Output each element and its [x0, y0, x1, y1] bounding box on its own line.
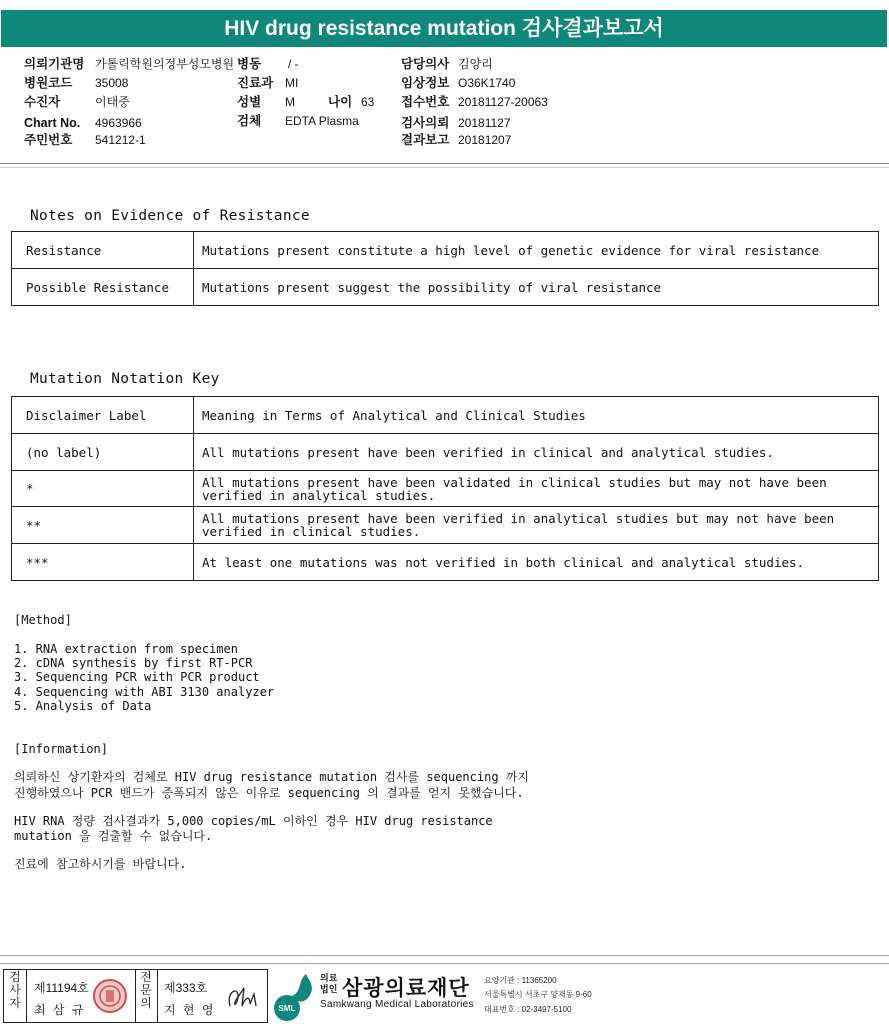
hospital-code-value: 35008 [95, 76, 129, 90]
org-phone: 대표번호 : 02-3497-5100 [484, 1005, 572, 1014]
sex-value: M [285, 95, 295, 109]
patient-label: 수진자 [24, 95, 61, 109]
information-text: 의뢰하신 상기환자의 검체로 HIV drug resistance mutation 검사를 sequencing 까지 [14, 770, 529, 784]
notation-row-label: (no label) [12, 434, 194, 471]
institution-value: 가톨릭학원의정부성모병원 [95, 57, 235, 71]
notation-row-text: All mutations present have been verified in clinical and analytical studies. [194, 434, 879, 471]
chart-no-label: Chart No. [24, 116, 81, 130]
ward-label: 병동 [237, 57, 262, 71]
notation-row-label: Disclaimer Label [12, 397, 194, 434]
table-row [12, 397, 879, 434]
ward-value: / - [288, 57, 299, 71]
receipt-no-value: 20181127-20063 [458, 95, 548, 109]
notes-row-label: Possible Resistance [12, 269, 194, 306]
doctor-value: 김양리 [458, 57, 493, 71]
signature-box [3, 969, 268, 1023]
information-text: 진행하였으나 PCR 밴드가 증폭되지 않은 이유로 sequencing 의 결과를 얻지 못했습니다. [14, 786, 524, 800]
notation-row-text: All mutations present have been validated in clinical studies but may not have been verified in analytical studies. [194, 471, 879, 507]
notes-row-text: Mutations present suggest the possibility of viral resistance [194, 269, 879, 306]
hospital-code-label: 병원코드 [24, 76, 73, 90]
examiner-label: 검사자 [9, 970, 21, 1010]
notation-row-text: Meaning in Terms of Analytical and Clinical Studies [194, 397, 879, 434]
table-row [12, 434, 879, 471]
org-english-name: Samkwang Medical Laboratories [320, 999, 474, 1010]
org-name: 삼광의료재단 [342, 977, 470, 1000]
age-label: 나이 [328, 95, 353, 109]
method-step: 5. Analysis of Data [14, 699, 152, 713]
institution-label: 의뢰기관명 [24, 57, 85, 71]
specialist-name: 지 현 영 [164, 1003, 216, 1017]
examiner-name: 최 삼 규 [34, 1003, 86, 1017]
receipt-no-label: 접수번호 [401, 95, 450, 109]
signature-icon [224, 982, 262, 1012]
department-label: 진료과 [237, 76, 274, 90]
notation-section-title: Mutation Notation Key [30, 371, 220, 387]
notation-key-table [11, 396, 879, 581]
clinical-info-label: 임상정보 [401, 76, 450, 90]
patient-value: 이태중 [95, 95, 130, 109]
table-row [12, 232, 879, 269]
method-title: [Method] [14, 613, 72, 627]
org-type: 의료법인 [320, 973, 338, 994]
method-step: 4. Sequencing with ABI 3130 analyzer [14, 685, 275, 699]
table-row [12, 544, 879, 581]
logo-text: SML [278, 1004, 296, 1013]
age-value: 63 [361, 95, 375, 109]
notation-row-label: * [12, 471, 194, 507]
table-row [12, 269, 879, 306]
report-date-label: 결과보고 [401, 133, 450, 147]
notes-section-title: Notes on Evidence of Resistance [30, 208, 310, 224]
signature-divider [157, 970, 158, 1022]
notes-row-label: Resistance [12, 232, 194, 269]
report-title: HIV drug resistance mutation 검사결과보고서 [1, 10, 887, 47]
information-text: HIV RNA 정량 검사결과가 5,000 copies/mL 이하인 경우 HIV drug resistance [14, 814, 493, 828]
chart-no-value: 4963966 [95, 116, 142, 130]
table-row [12, 471, 879, 507]
notation-row-label: *** [12, 544, 194, 581]
notation-row-text: At least one mutations was not verified in both clinical and analytical studies. [194, 544, 879, 581]
report-date-value: 20181207 [458, 133, 512, 147]
sex-label: 성별 [237, 95, 262, 109]
examiner-seal-icon [92, 978, 128, 1014]
header-divider [0, 163, 889, 164]
resistance-notes-table [11, 231, 879, 306]
signature-divider [26, 970, 27, 1022]
examiner-license: 제11194호 [34, 981, 89, 995]
resident-no-label: 주민번호 [24, 133, 73, 147]
request-date-label: 검사의뢰 [401, 116, 450, 130]
method-step: 1. RNA extraction from specimen [14, 642, 238, 656]
information-title: [Information] [14, 742, 108, 756]
resident-no-value: 541212-1 [95, 133, 146, 147]
information-text: 진료에 참고하시기를 바랍니다. [14, 857, 187, 871]
care-institution-number: 요양기관 : 11365200 [484, 976, 557, 985]
org-address: 서울특별시 서초구 양재동 9-60 [484, 990, 592, 999]
header-divider-secondary [0, 167, 889, 168]
footer-divider-secondary [0, 963, 889, 964]
method-step: 2. cDNA synthesis by first RT-PCR [14, 656, 253, 670]
table-row [12, 507, 879, 544]
specialist-license: 제333호 [164, 981, 208, 995]
specimen-value: EDTA Plasma [285, 114, 359, 128]
clinical-info-value: O36K1740 [458, 76, 516, 90]
doctor-label: 담당의사 [401, 57, 450, 71]
department-value: MI [285, 76, 299, 90]
method-step: 3. Sequencing PCR with PCR product [14, 670, 260, 684]
specialist-label: 전문의 [140, 970, 152, 1010]
information-text: mutation 을 검출할 수 없습니다. [14, 829, 213, 843]
notation-row-text: All mutations present have been verified in analytical studies but may not have been verified in clinical studies. [194, 507, 879, 544]
notes-row-text: Mutations present constitute a high level of genetic evidence for viral resistance [194, 232, 879, 269]
sml-logo-icon [272, 970, 318, 1022]
request-date-value: 20181127 [458, 116, 511, 130]
notation-row-label: ** [12, 507, 194, 544]
specimen-label: 검체 [237, 114, 262, 128]
footer-divider [0, 955, 889, 956]
